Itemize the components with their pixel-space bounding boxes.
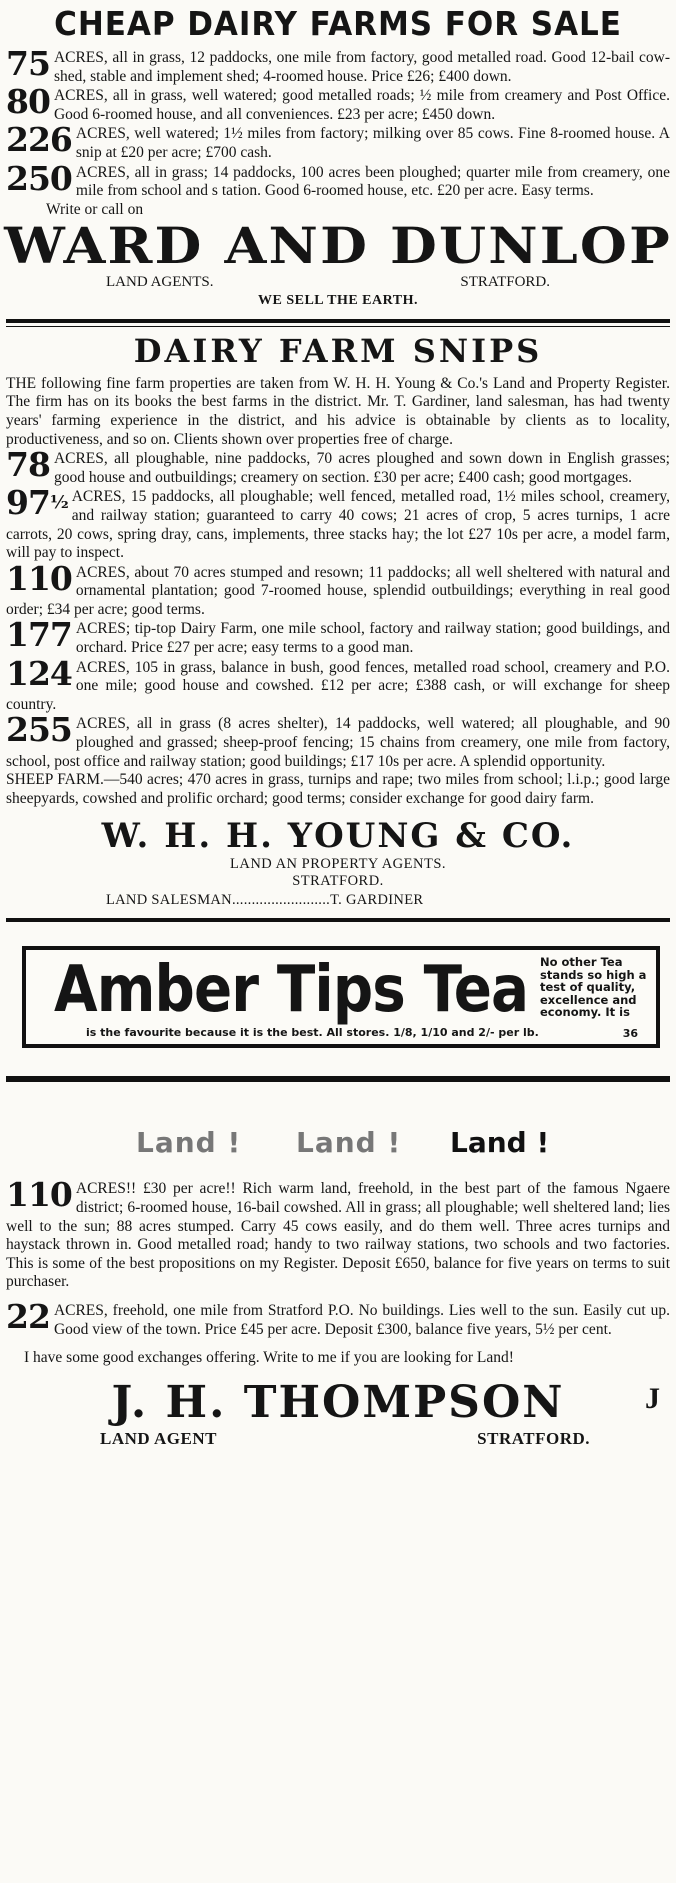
listing-acreage: 110	[6, 558, 72, 598]
agent-role: LAND AN PROPERTY AGENTS.	[229, 856, 447, 873]
listing-acreage: 255	[6, 710, 72, 750]
agent-name: WARD AND DUNLOP	[4, 215, 672, 275]
listing-text: ACRES, all in grass, 12 paddocks, one mile from factory, good metalled road. Good 12-bail cow-shed, stable and implement shed; 4-roomed house. Price £26; £400 down.	[53, 49, 670, 85]
listing	[6, 615, 670, 657]
corner-mark: J	[645, 1381, 660, 1415]
listing-acreage: 75	[6, 44, 50, 83]
listing	[6, 1296, 670, 1339]
divider	[6, 918, 670, 922]
tea-side-text: No other Tea stands so high a test of quality, excellence and economy. It is	[540, 955, 647, 1020]
land-heading	[6, 1112, 670, 1172]
listing-text: ACRES, all ploughable, nine paddocks, 70 acres ploughed and sown down in English grasses; good house and outbuildings; creamery on section. £30 per acre; £400 cash; good mortgages.	[53, 450, 670, 486]
tea-ad-box	[22, 946, 660, 1048]
call-to-action: Write or call on	[46, 200, 144, 218]
land-heading-faded: Land !	[136, 1126, 242, 1160]
listing	[6, 483, 670, 562]
sheep-farm-listing: SHEEP FARM.—540 acres; 470 acres in grass, turnips and rape; two miles from school; l.i.p.; good large sheepyards, cowshed and prolific orchard; good terms; consider exchange for good dairy farm.	[6, 771, 670, 807]
listing-acreage: 124	[6, 653, 72, 693]
listing-text: ACRES, freehold, one mile from Stratford P.O. No buildings. Lies well to the sun. Easily cut up. Good view of the town. Price £45 per acre. Deposit £300, balance five years, 5½ per cent.	[53, 1301, 670, 1338]
agent-details	[6, 273, 670, 291]
listing	[6, 158, 670, 201]
agent-details	[6, 1428, 670, 1450]
listing-text: ACRES, all in grass; 14 paddocks, 100 acres been ploughed; quarter mile from creamery, one mile from school and s tation. Good 6-roomed house, etc. £20 per acre. Easy terms.	[75, 163, 670, 200]
listing-acreage: $97^{\frac{1}{2}}$	[6, 483, 68, 523]
agent-role: LAND AGENT	[100, 1428, 217, 1448]
listing-acreage: 250	[6, 158, 72, 198]
listing-acreage: 177	[6, 615, 72, 655]
listing	[6, 710, 670, 771]
young-co-ad	[6, 327, 670, 923]
listing-text: ACRES, 105 in grass, balance in bush, good fences, metalled road school, creamery and P.O. one mile; good house and cowshed. £12 per acre; £388 cash, or will exchange for sheep country.	[6, 658, 670, 713]
tea-title: Amber Tips Tea	[54, 953, 529, 1028]
tea-footer-number: 36	[622, 1027, 638, 1041]
listing-text: ACRES; tip-top Dairy Farm, one mile school, factory and railway station; good buildings, and orchard. Price £27 per acre; easy terms to a good man.	[75, 620, 670, 657]
agent-town: STRATFORD.	[292, 873, 384, 890]
listing-text: ACRES, about 70 acres stumped and resown; 11 paddocks; all well sheltered with natural and ornamental plantation; good 7-roomed house, splendid outbuildings; everything in real good order; £34 per acre; good terms.	[6, 563, 670, 618]
divider	[6, 1076, 670, 1082]
thompson-ad	[6, 1112, 670, 1449]
newspaper-column	[6, 0, 670, 1450]
land-heading-main: Land !	[450, 1126, 550, 1160]
listing-acreage: 226	[6, 120, 72, 160]
ad-heading: CHEAP DAIRY FARMS FOR SALE	[54, 4, 622, 43]
listing-text: ACRES, all in grass, well watered; good metalled roads; ½ mile from creamery and Post Office. Good 6-roomed house, and all conveniences. £23 per acre; £450 down.	[53, 87, 670, 123]
listing-text: ACRES, all in grass (8 acres shelter), 14 paddocks, well watered; all ploughable, and 90 ploughed and grassed; sheep-proof fencing; 15 chains from creamery, one mile from factory, school, post office and railway station; good buildings; £17 10s per acre. A splendid opportunity.	[6, 715, 670, 770]
listing-text: ACRES!! £30 per acre!! Rich warm land, freehold, in the best part of the famous Ngaere district; 6-roomed house, 16-bail cowshed. All in grass; all ploughable; well sheltered land; lies well to the sun; 88 acres stumped. Carry 45 cows easily, and do them well. Three acres turnips and haystack thrown in. Good metalled road; handy to two railway stations, two schools and two factories. This is some of the best propositions on my Register. Deposit £650, balance for five years on terms to suit purchaser.	[6, 1180, 670, 1291]
salesman-line: LAND SALESMAN.........................T. GARDINER	[106, 892, 424, 909]
listing	[6, 558, 670, 620]
listing	[6, 653, 670, 715]
listing	[6, 120, 670, 162]
land-heading-faded: Land !	[296, 1126, 402, 1160]
divider	[6, 319, 670, 323]
agent-name: W. H. H. YOUNG & CO.	[101, 816, 575, 857]
ad-intro: THE following fine farm properties are taken from W. H. H. Young & Co.'s Land and Property Register. The firm has on its books the best farms in the district. Mr. T. Gardiner, land salesman, has had twenty years' farming experience in the district, and his advice is obtainable by clients as to locality, productiveness, and so on. Clients shown over properties free of charge.	[6, 374, 670, 448]
listing-acreage: 22	[6, 1296, 50, 1336]
listing-acreage: 78	[6, 445, 50, 485]
ad-heading: DAIRY FARM SNIPS	[133, 331, 543, 370]
agent-tagline: WE SELL THE EARTH.	[258, 292, 418, 308]
tea-footer: is the favourite because it is the best. All stores. 1/8, 1/10 and 2/- per lb.	[86, 1026, 539, 1040]
listing-acreage: 110	[6, 1175, 72, 1215]
listing	[6, 1175, 670, 1292]
listing	[6, 82, 670, 124]
listing-text: ACRES, 15 paddocks, all ploughable; well fenced, metalled road, 1½ miles school, creamery, and railway station; guaranteed to carry 40 cows; 21 acres of crop, 5 acres turnips, 1 acre carrots, 20 cows, spring dray, cans, implements, three stacks hay; the lot £27 10s per acre, a model farm, will pay to inspect.	[6, 488, 670, 562]
closing-text: I have some good exchanges offering. Write to me if you are looking for Land!	[24, 1349, 514, 1367]
listing-acreage: 80	[6, 82, 50, 122]
listing-text: ACRES, well watered; 1½ miles from factory; milking over 85 cows. Fine 8-roomed house. A snip at £20 per acre; £700 cash.	[75, 125, 670, 161]
agent-town: STRATFORD.	[460, 273, 550, 290]
agent-block	[6, 1378, 670, 1450]
listing	[6, 44, 670, 86]
amber-tips-tea-ad	[6, 946, 670, 1082]
ward-dunlop-ad	[6, 0, 670, 327]
agent-role: LAND AGENTS.	[106, 273, 214, 290]
agent-town: STRATFORD.	[477, 1428, 590, 1448]
agent-name: J. H. THOMPSON	[111, 1376, 565, 1428]
listing	[6, 445, 670, 487]
